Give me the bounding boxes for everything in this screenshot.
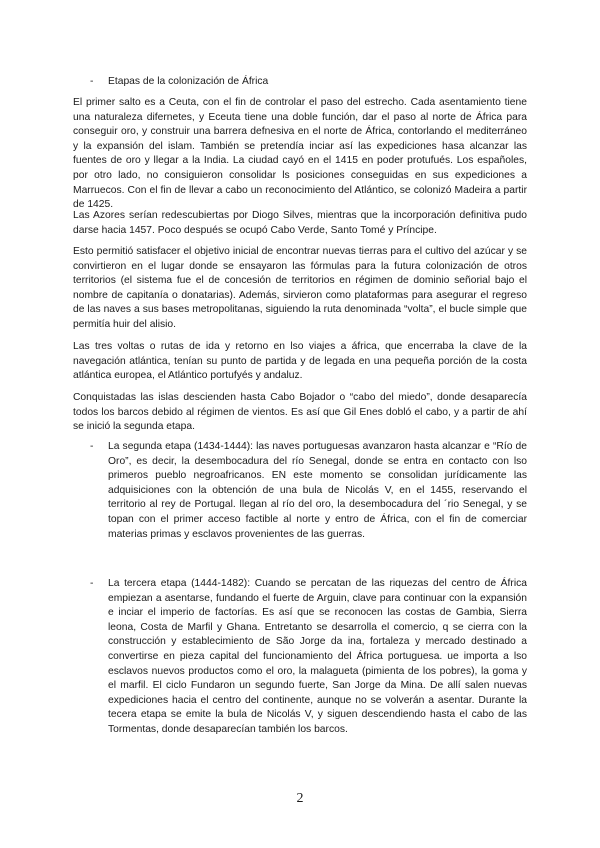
list-item-bullet: - — [90, 578, 94, 589]
list-item-bullet: - — [90, 441, 94, 452]
list-item-text: La segunda etapa (1434-1444): las naves portuguesas avanzaron hasta alcanzar e “Río de Oro”, es decir, la desembocadura del río Senegal, donde se entra en contacto con lso primeros pueblo negroafricanos. EN este momento se consolidan jurídicamente las adquisiciones con la obtención de una bula de Nicolás V, en el 1455, reservando el territorio al rey de Portugal. llegan al río del oro, la desembocadura del ´rio Senegal, y se topan con el primer acceso factible al norte y entro de África, con el fin de comerciar materias primas y esclavos provenientes de las guerras. — [108, 441, 527, 540]
paragraph-ceuta: El primer salto es a Ceuta, con el fin de controlar el paso del estrecho. Cada asentamiento tiene una naturaleza difernetes, y Eceuta tiene una doble función, dar el paso al norte de África para conseguir oro, y construir una barrera defnesiva en el norte de África, contorlando el mediterráneo y la expansión del islam. También se pretendía inciar así las expediciones hasa alcanzar las fuentes de oro y llegar a la India. La ciudad cayó en el 1415 en poder protufués. Los españoles, por otro lado, no consiguieron consolidar ls posiciones conseguidas en sus expediciones a Marruecos. Con el fin de llevar a cabo un reconocimiento del Atlántico, se colonizó Madeira a partir de 1425. — [73, 97, 527, 211]
paragraph-azores: Las Azores serían redescubiertas por Diogo Silves, mientras que la incorporación definitiva pudo darse hacia 1457. Poco después se ocupó Cabo Verde, Santo Tomé y Príncipe. — [73, 210, 527, 236]
paragraph-bojador: Conquistadas las islas descienden hasta Cabo Bojador o “cabo del miedo”, donde desaparecía todos los barcos debido al régimen de vientos. Es así que Gil Enes dobló el cabo, y a partir de ahí se inició la segunda etapa. — [73, 392, 527, 433]
heading-bullet: - — [90, 76, 94, 87]
heading-text: Etapas de la colonización de África — [108, 76, 269, 87]
list-item-text: La tercera etapa (1444-1482): Cuando se percatan de las riquezas del centro de África empiezan a asentarse, fundando el fuerte de Arguin, clave para continuar con la expansión e inciar el imperio de factorías. Es así que se reconocen las costas de Gambia, Sierra leona, Costa de Marfil y Ghana. Entretanto se desarrolla el comercio, q se cierra con la construcción y establecimiento de São Jorge da ina, fortaleza y mercado destinado a convertirse en pieza capital del funcionamiento del África portuguesa. ue importa a lso esclavos nuevos productos como el oro, la malagueta (pimienta de los pobres), la goma y el marfil. El ciclo Fundaron un segundo fuerte, San Jorge da Mina. De allí salen nuevas expediciones hacia el centro del continente, aunque no se volverán a asentar. Durante la tecera etapa se emite la bula de Nicolás V, y siguen descendiendo hasta el cabo de las Tormentas, donde desaparecían también los barcos. — [108, 578, 527, 735]
paragraph-voltas: Las tres voltas o rutas de ida y retorno en lso viajes a áfrica, que encerraba la clave de la navegación atlántica, tenían su punto de partida y de legada en una pequeña porción de la costa atlántica europea, el Atlántico portufyés y andaluz. — [73, 341, 527, 382]
page-number: 2 — [296, 791, 304, 806]
paragraph-colonization: Esto permitió satisfacer el objetivo inicial de encontrar nuevas tierras para el cultivo del azúcar y se convirtieron en el lugar donde se ensayaron las fórmulas para la futura colonización de otros territorios (el sistema fue el de concesión de territorios en régimen de dominio señorial bajo el nombre de capitanía o donatarias). Además, sirvieron como plataformas para asegurar el regreso de las naves a sus bases metropolitanas, siguiendo la ruta denominada “volta”, el bucle simple que permitía huir del alisio. — [73, 246, 527, 330]
